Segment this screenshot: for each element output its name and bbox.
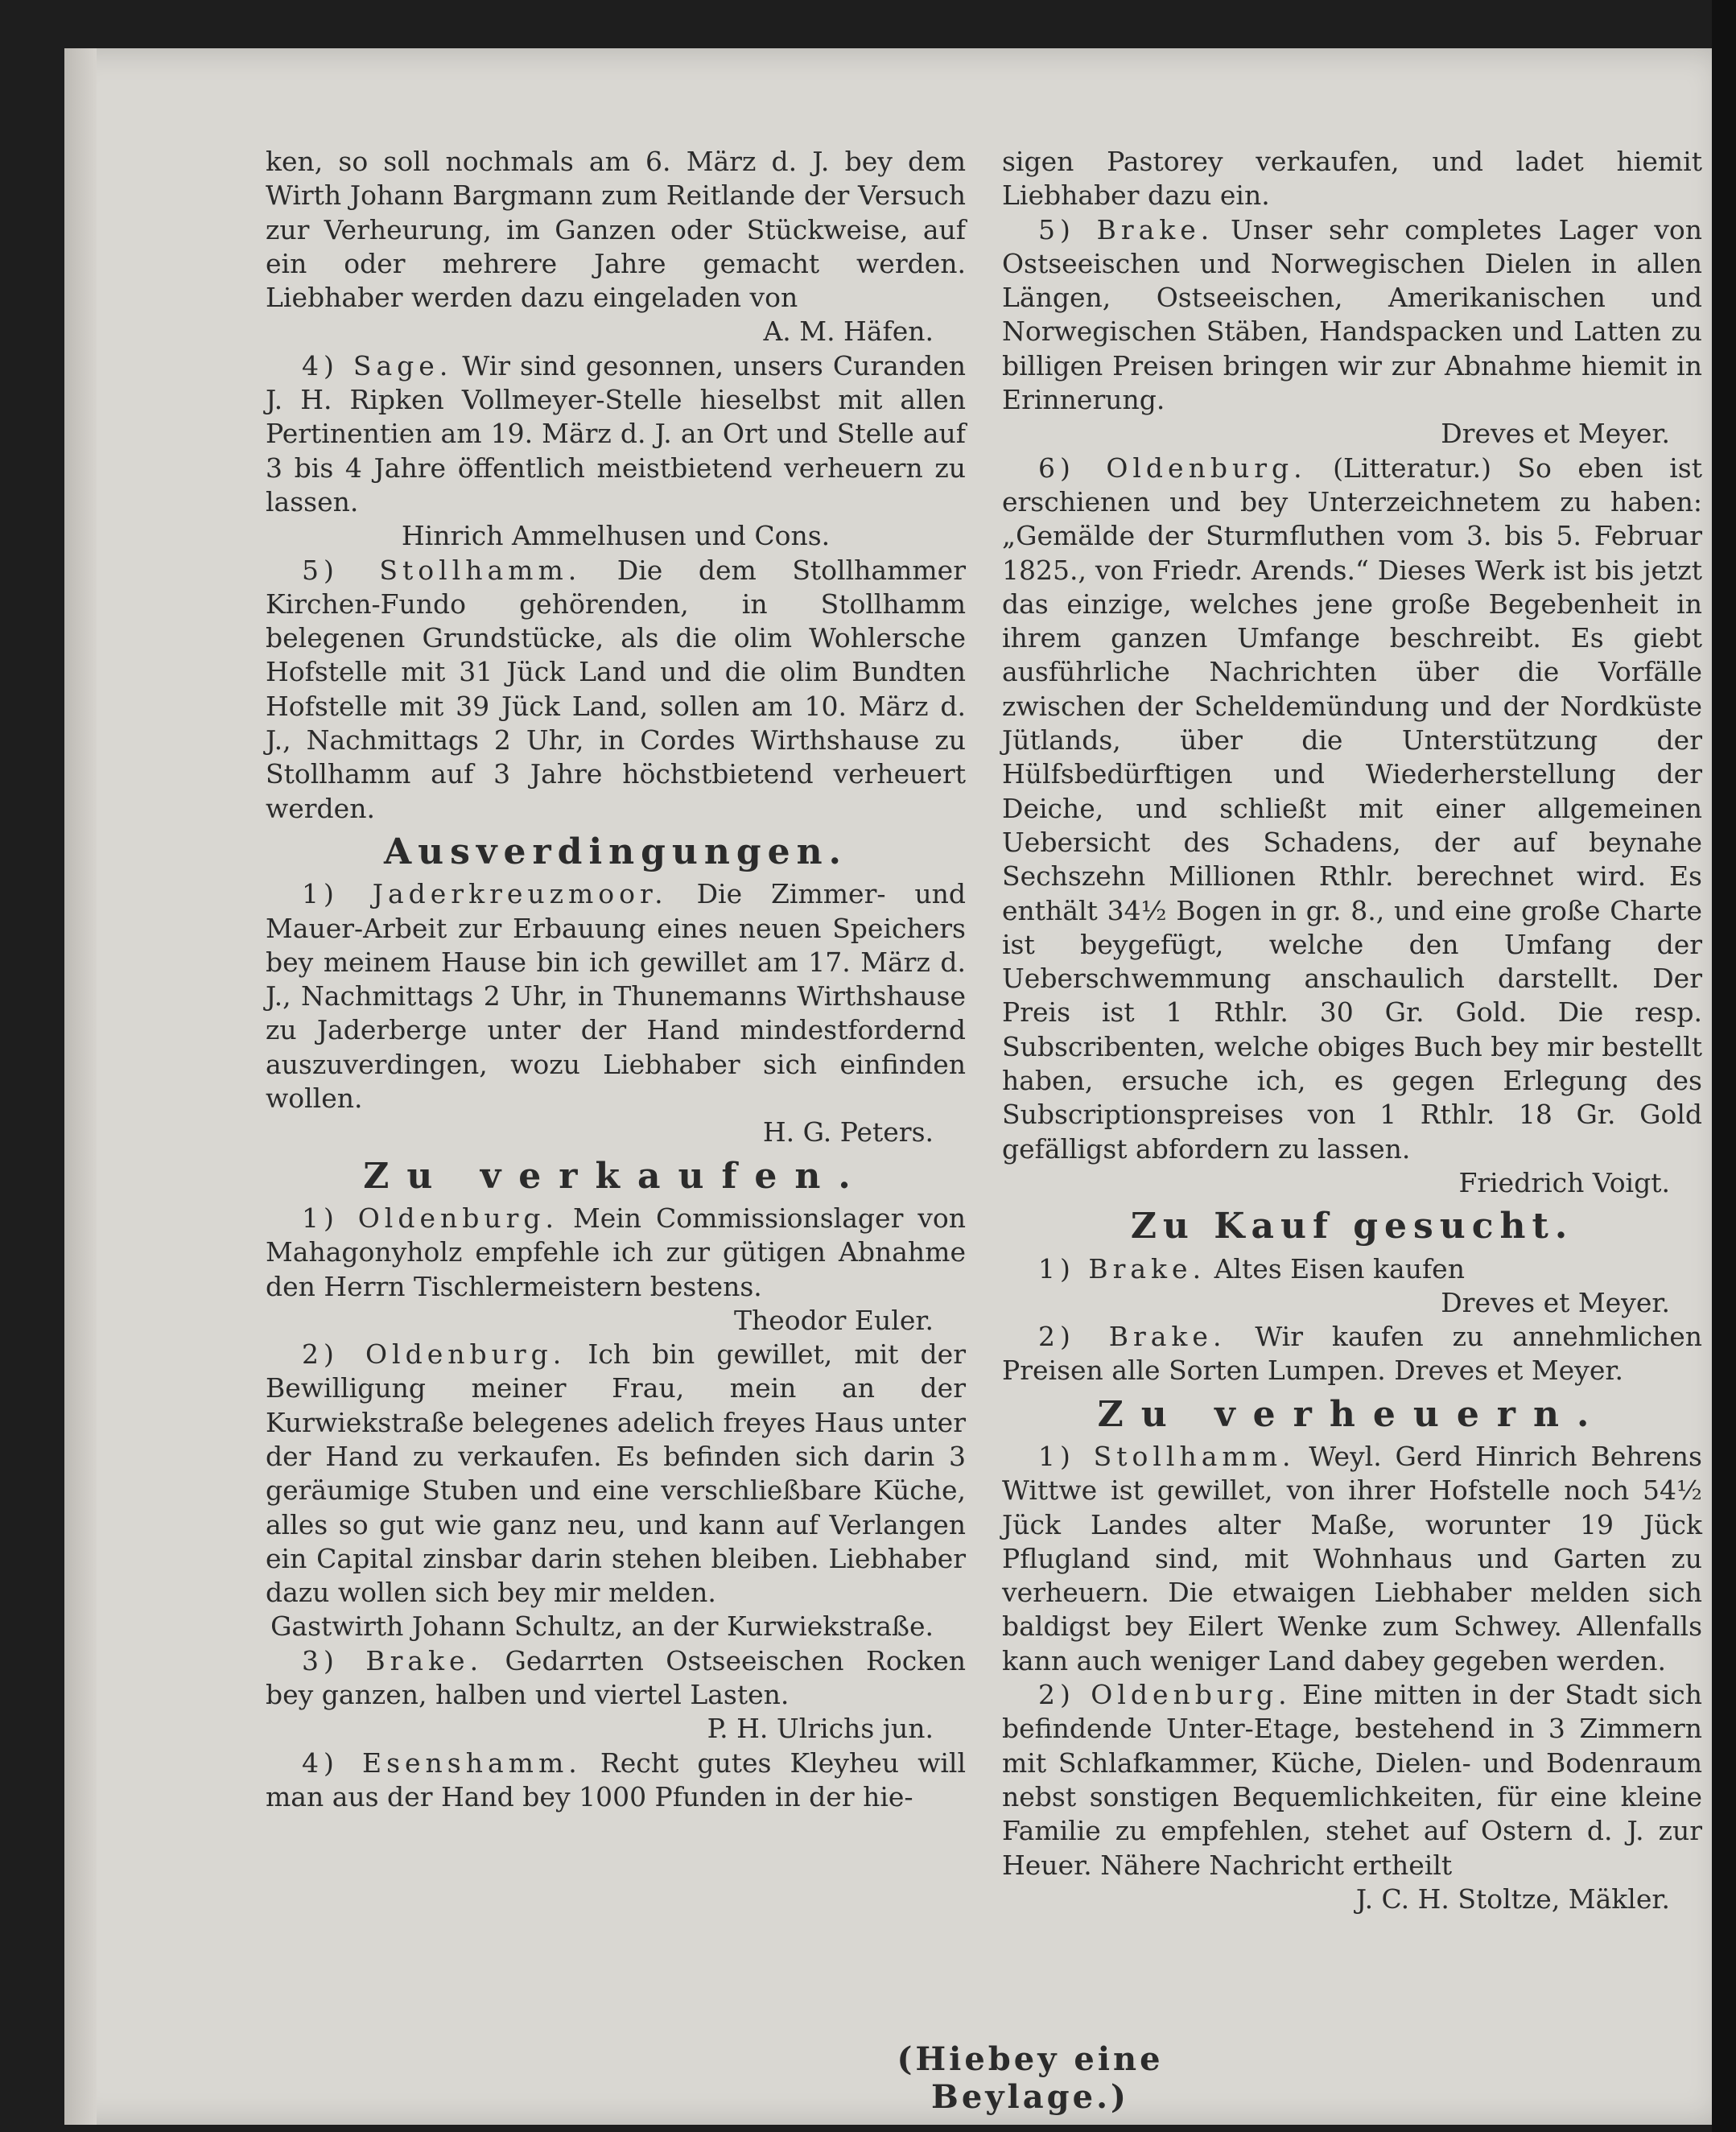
- signature-inline: Dreves et Meyer.: [1394, 1355, 1623, 1387]
- notice-brake-kauf-2: [1002, 1320, 1702, 1388]
- notice-body: Gedarrten Ostseeischen Rocken bey ganzen, halben und viertel Lasten.: [266, 1644, 966, 1711]
- notice-heading: 6) Oldenburg.: [1038, 452, 1307, 484]
- section-heading-ausverdingungen: Ausverdingungen.: [384, 831, 847, 872]
- notice-heading: 4) Sage.: [302, 349, 453, 381]
- notice-heading: 5) Brake.: [1038, 213, 1214, 245]
- section-heading-zu-verheuern: Zu verheuern.: [1097, 1393, 1607, 1435]
- signature: Friedrich Voigt.: [1458, 1166, 1670, 1198]
- notice-heading: 5) Stollhamm.: [302, 554, 582, 586]
- right-column: [1002, 145, 1702, 1916]
- notice-esenshamm: [266, 1746, 966, 1815]
- notice-heading: 2) Brake.: [1038, 1321, 1227, 1353]
- signature: Hinrich Ammelhusen und Cons.: [401, 520, 831, 552]
- notice-heading: 4) Esenshamm.: [302, 1746, 582, 1779]
- notice-body: Die Zimmer- und Mauer-Arbeit zur Erbauung eines neuen Speichers bey meinem Hause bin ich gewillet am 17. März d. J., Nachmittags 2 Uhr, in Thunemanns Wirthshause zu Jaderberge unter der Hand mindestfordernd auszuverdingen, wozu Liebhaber sich einfinden wollen.: [266, 878, 966, 1115]
- notice-heading: 2) Oldenburg.: [1038, 1679, 1292, 1711]
- notice-brake-3: [266, 1644, 966, 1713]
- notice-oldenburg-6: [1002, 452, 1702, 1166]
- notice-body: Unser sehr completes Lager von Ostseeischen und Norwegischen Dielen in allen Längen, Ostseeischen, Amerikanischen und Norwegischen Stäben, Handspacken und Latten zu billigen Preisen bringen wir zur Abnahme hiemit in Erinnerung.: [1002, 213, 1702, 416]
- notice-body: Die dem Stollhammer Kirchen-Fundo gehörenden, in Stollhamm belegenen Grundstücke, als die olim Wohlersche Hofstelle mit 31 Jück Land und die olim Bundten Hofstelle mit 39 Jück Land, sollen am 10. März d. J., Nachmittags 2 Uhr, in Cordes Wirthshause zu Stollhamm auf 3 Jahre höchstbietend verheuert werden.: [266, 554, 966, 824]
- notice-body: Weyl. Gerd Hinrich Behrens Wittwe ist gewillet, von ihrer Hofstelle noch 54½ Jück Landes alter Maße, worunter 19 Jück Pflugland sind, mit Wohnhaus und Garten zu verheuern. Die etwaigen Liebhaber melden sich baldigst bey Eilert Wenke zum Schwey. Allenfalls kann auch weniger Land dabey gegeben werden.: [1002, 1440, 1702, 1676]
- notice-stollhamm-heuer: [1002, 1440, 1702, 1678]
- notice-brake-kauf-1: [1002, 1252, 1702, 1286]
- signature: Dreves et Meyer.: [1441, 418, 1670, 450]
- notice-sage: [266, 349, 966, 519]
- signature: Theodor Euler.: [734, 1304, 934, 1336]
- notice-body: Mein Commissionslager von Mahagonyholz empfehle ich zur gütigen Abnahme den Herrn Tischlermeistern bestens.: [266, 1202, 966, 1302]
- signature: Dreves et Meyer.: [1441, 1286, 1670, 1318]
- notice-heading: 1) Stollhamm.: [1038, 1440, 1296, 1472]
- notice-body: Ich bin gewillet, mit der Bewilligung meiner Frau, mein an der Kurwiekstraße belegenes adelich freyes Haus unter der Hand zu verkaufen. Es befinden sich darin 3 geräumige Stuben und eine verschließbare Küche, alles so gut wie ganz neu, und kann auf Verlangen ein Capital zinsbar darin stehen bleiben. Liebhaber dazu wollen sich bey mir melden.: [266, 1338, 966, 1609]
- notice-oldenburg-1: [266, 1202, 966, 1304]
- scan-edge: [1712, 0, 1736, 2132]
- signature: P. H. Ulrichs jun.: [707, 1713, 934, 1745]
- notice-brake-5: [1002, 213, 1702, 418]
- notice-heading: 3) Brake.: [302, 1644, 484, 1676]
- notice-oldenburg-heuer: [1002, 1678, 1702, 1883]
- signature: Gastwirth Johann Schultz, an der Kurwiekstraße.: [270, 1610, 934, 1643]
- notice-heading: 1) Oldenburg.: [302, 1202, 559, 1234]
- notice-heading: 1) Jaderkreuzmoor.: [302, 878, 668, 910]
- notice-jaderkreuzmoor: [266, 877, 966, 1115]
- signature: A. M. Häfen.: [763, 315, 934, 348]
- notice-body: Wir sind gesonnen, unsers Curanden J. H. Ripken Vollmeyer-Stelle hieselbst mit allen Pertinentien am 19. März d. J. an Ort und Stelle auf 3 bis 4 Jahre öffentlich meistbietend verheuern zu lassen.: [266, 349, 966, 518]
- notice-body: Wir kaufen zu annehmlichen Preisen alle Sorten Lumpen.: [1002, 1321, 1702, 1387]
- notice-body: Altes Eisen kaufen: [1214, 1252, 1465, 1285]
- notice-body: Recht gutes Kleyheu will man aus der Hand bey 1000 Pfunden in der hie-: [266, 1746, 966, 1812]
- notice-body: Eine mitten in der Stadt sich befindende Unter-Etage, bestehend in 3 Zimmern mit Schlafkammer, Küche, Dielen- und Bodenraum nebst sonstigen Bequemlichkeiten, für eine kleine Familie zu empfehlen, stehet auf Ostern d. J. zur Heuer. Nähere Nachricht ertheilt: [1002, 1679, 1702, 1881]
- page-gutter: [64, 48, 97, 2125]
- notice-body: (Litteratur.) So eben ist erschienen und bey Unterzeichnetem zu haben: „Gemälde der Sturmfluthen vom 3. bis 5. Februar 1825., von Friedr. Arends.“ Dieses Werk ist bis jetzt das einzige, welches jene große Begebenheit in ihrem ganzen Umfange beschreibt. Es giebt ausführliche Nachrichten über die Vorfälle zwischen der Scheldemündung und der Nordküste Jütlands, über die Unterstützung der Hülfsbedürftigen und Wiederherstellung der Deiche, und schließt mit einer allgemeinen Uebersicht des Schadens, der auf beynahe Sechszehn Millionen Rthlr. berechnet wird. Es enthält 34½ Bogen in gr. 8., und eine große Charte ist beygefügt, welche den Umfang der Ueberschwemmung anschaulich darstellt. Der Preis ist 1 Rthlr. 30 Gr. Gold. Die resp. Subscribenten, welche obiges Buch bey mir bestellt haben, ersuche ich, es gegen Erlegung des Subscriptionspreises von 1 Rthlr. 18 Gr. Gold gefälligst abfordern zu lassen.: [1002, 452, 1702, 1165]
- notice-heading: 2) Oldenburg.: [302, 1338, 567, 1371]
- signature: J. C. H. Stoltze, Mäkler.: [1355, 1883, 1670, 1915]
- section-heading-zu-kauf-gesucht: Zu Kauf gesucht.: [1130, 1206, 1574, 1247]
- section-heading-zu-verkaufen: Zu verkaufen.: [363, 1155, 868, 1197]
- signature: H. G. Peters.: [762, 1116, 934, 1148]
- notice-heading: 1) Brake.: [1038, 1252, 1206, 1285]
- left-column: [266, 145, 966, 1814]
- supplement-note: (Hiebey eine Beylage.): [897, 2040, 1164, 2116]
- notice-oldenburg-2: [266, 1338, 966, 1610]
- notice-continuation: ken, so soll nochmals am 6. März d. J. bey dem Wirth Johann Bargmann zum Reitlande der Versuch zur Verheurung, im Ganzen oder Stückweise, auf ein oder mehrere Jahre gemacht werden. Liebhaber werden dazu eingeladen von: [266, 146, 966, 314]
- notice-continuation: sigen Pastorey verkaufen, und ladet hiemit Liebhaber dazu ein.: [1002, 146, 1702, 212]
- notice-stollhamm: [266, 554, 966, 826]
